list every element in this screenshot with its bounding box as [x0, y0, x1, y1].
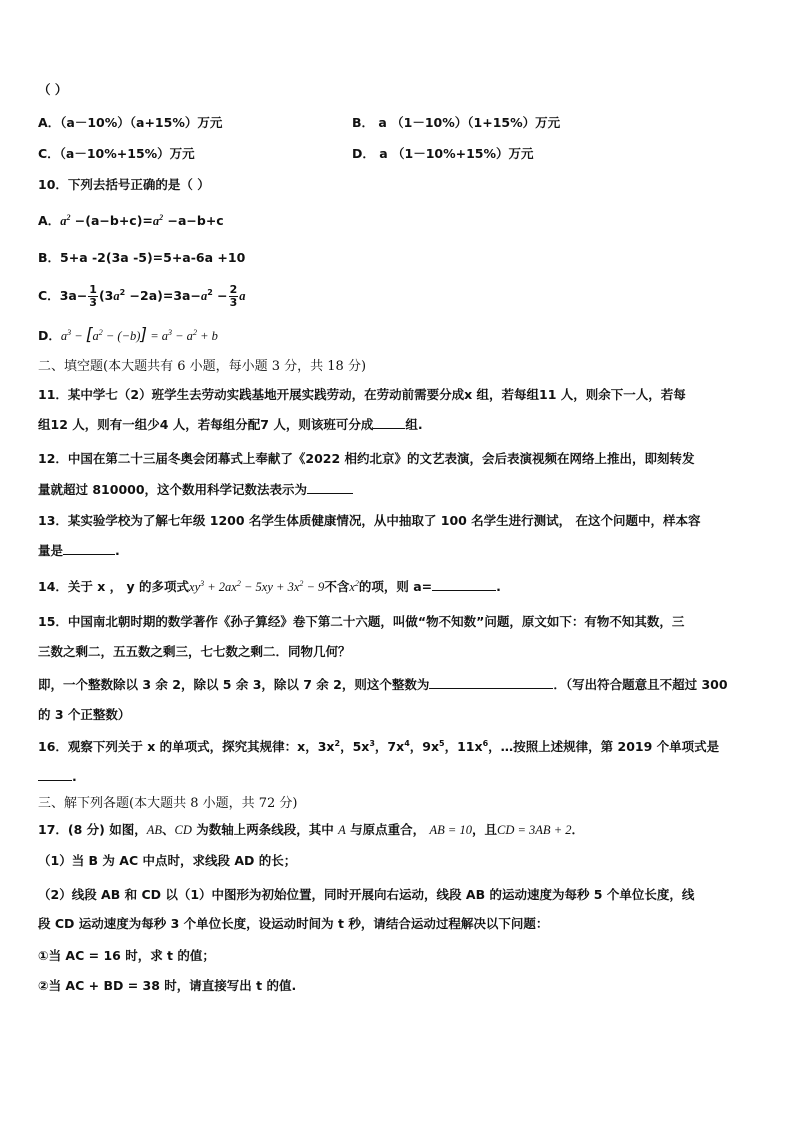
q11-line2	[38, 416, 423, 434]
q14-text-a: 14．关于 x ， y 的多项式	[38, 579, 190, 594]
q15-line3	[38, 676, 728, 694]
q17-text-d: ，且	[471, 822, 497, 837]
q13-answer-blank	[63, 542, 115, 555]
q16-line1: 16．观察下列关于 x 的单项式，探究其规律：x，$3x^2$，$5x^3$，$7x^4$，$9x^5$，$11x^6$，…按照上述规律，第 2019 个单项式是	[38, 738, 720, 754]
q14-text-b: 不含	[324, 579, 350, 594]
q14-polynomial: $xy^3 + 2ax^2 - 5xy + 3x^2 - 9$	[189, 578, 325, 594]
q9-option-c: C．（a－10%+15%）万元	[38, 146, 195, 161]
q17-part2-line1: （2）线段 AB 和 CD 以（1）中图形为初始位置，同时开展向右运动，线段 AB 的运动速度为每秒 5 个单位长度，线	[38, 887, 695, 902]
q16-answer-blank	[38, 768, 72, 781]
q14-term: $x^2$	[349, 578, 359, 594]
q10-option-a-label: A．	[38, 213, 61, 228]
q15-line3-text: 即，一个整数除以 3 余 2，除以 5 余 3，除以 7 余 2，则这个整数为	[38, 677, 430, 692]
q13-line1: 13．某实验学校为了解七年级 1200 名学生体质健康情况，从中抽取了 100 名学生进行测试， 在这个问题中，样本容	[38, 513, 701, 528]
q11-line2-end: 组.	[405, 417, 423, 432]
q10-option-c: C．3a− $\frac{1}{3}$ $(3a^2 -2a)=3a-a^2$ − $\frac{2}{3}$ a	[38, 283, 246, 309]
q13-line2-end: .	[115, 543, 120, 558]
q14-line	[38, 578, 501, 596]
q10-stem: 10．下列去括号正确的是（ ）	[38, 177, 210, 192]
q13-line2	[38, 542, 120, 560]
q9-option-d: D． a （1－10%+15%）万元	[352, 146, 534, 161]
q11-line2-text: 组12 人，则有一组少4 人，若每组分配7 人，则该班可分成	[38, 417, 374, 432]
q15-line2: 三数之剩二，五五数之剩三，七七数之剩二．同物几何？	[38, 644, 351, 659]
q16-text-b: ，…按照上述规律，第 2019 个单项式是	[488, 739, 720, 754]
q13-line2-text: 量是	[38, 543, 64, 558]
q10-option-d-label: D．	[38, 328, 61, 343]
q17-subq2: ②当 AC + BD = 38 时，请直接写出 t 的值.	[38, 978, 297, 993]
q17-subq1: ①当 AC = 16 时，求 t 的值；	[38, 948, 215, 963]
q9-option-a: A．（a－10%）（a+15%）万元	[38, 115, 223, 130]
q15-line3-end: ．（写出符合题意且不超过 300	[553, 677, 728, 692]
q12-answer-blank	[307, 481, 353, 494]
q11-answer-blank	[373, 416, 405, 429]
q15-answer-blank	[429, 676, 553, 689]
section-3-heading: 三、解下列各题(本大题共 8 小题，共 72 分)	[38, 796, 298, 811]
q9-option-b: B． a （1－10%）（1+15%）万元	[352, 115, 561, 130]
q17-part2-line2: 段 CD 运动速度为每秒 3 个单位长度，设运动时间为 t 秒，请结合运动过程解决以下问题：	[38, 916, 549, 931]
q16-text-a: 16．观察下列关于 x 的单项式，探究其规律：x，3x	[38, 739, 335, 754]
q15-line1: 15．中国南北朝时期的数学著作《孙子算经》卷下第二十六题，叫做“物不知数”问题，原文如下：有物不知其数，三	[38, 614, 685, 629]
q10-option-a: A．$a^2 -(a-b+c)=a^2 -a-b+c$	[38, 212, 224, 228]
q10-option-a-math: $a^2$	[60, 212, 71, 228]
q17-line1: 17．(8 分) 如图，AB、CD 为数轴上两条线段，其中 A 与原点重合， AB = 10，且CD = 3AB + 2．	[38, 822, 585, 837]
q9-options-row2	[38, 145, 758, 163]
q9-answer-bracket: （ ）	[38, 82, 68, 97]
q17-part1: （1）当 B 为 AC 中点时，求线段 AD 的长；	[38, 853, 297, 868]
q11-line1: 11．某中学七（2）班学生去劳动实践基地开展实践劳动，在劳动前需要分成x 组，若每组11 人，则余下一人，若每	[38, 387, 686, 402]
q12-line2-text: 量就超过 810000，这个数用科学记数法表示为	[38, 482, 308, 497]
q17-text-a: 17．(8 分) 如图，	[38, 822, 147, 837]
q10-option-d: D．$a^3 - [a^2 - (-b)] = a^3 - a^2 + b$	[38, 325, 218, 345]
q16-line2-end: .	[72, 769, 77, 784]
q10-option-c-label: C．	[38, 288, 60, 303]
q17-text-c: 与原点重合，	[350, 822, 426, 837]
section-2-heading: 二、填空题(本大题共有 6 小题，每小题 3 分，共 18 分)	[38, 359, 367, 374]
q14-text-d: .	[496, 579, 501, 594]
q16-line2	[38, 768, 77, 786]
q17-text-b: 为数轴上两条线段，其中	[196, 822, 334, 837]
q12-line1: 12．中国在第二十三届冬奥会闭幕式上奉献了《2022 相约北京》的文艺表演，会后表演视频在网络上推出，即刻转发	[38, 451, 695, 466]
q10-option-b: B．5+a -2(3a -5)=5+a-6a +10	[38, 250, 246, 265]
q14-answer-blank	[432, 578, 496, 591]
q9-options-row1	[38, 114, 758, 132]
q15-line4: 的 3 个正整数）	[38, 707, 131, 722]
q12-line2	[38, 481, 353, 499]
q14-text-c: 的项，则 a=	[358, 579, 433, 594]
